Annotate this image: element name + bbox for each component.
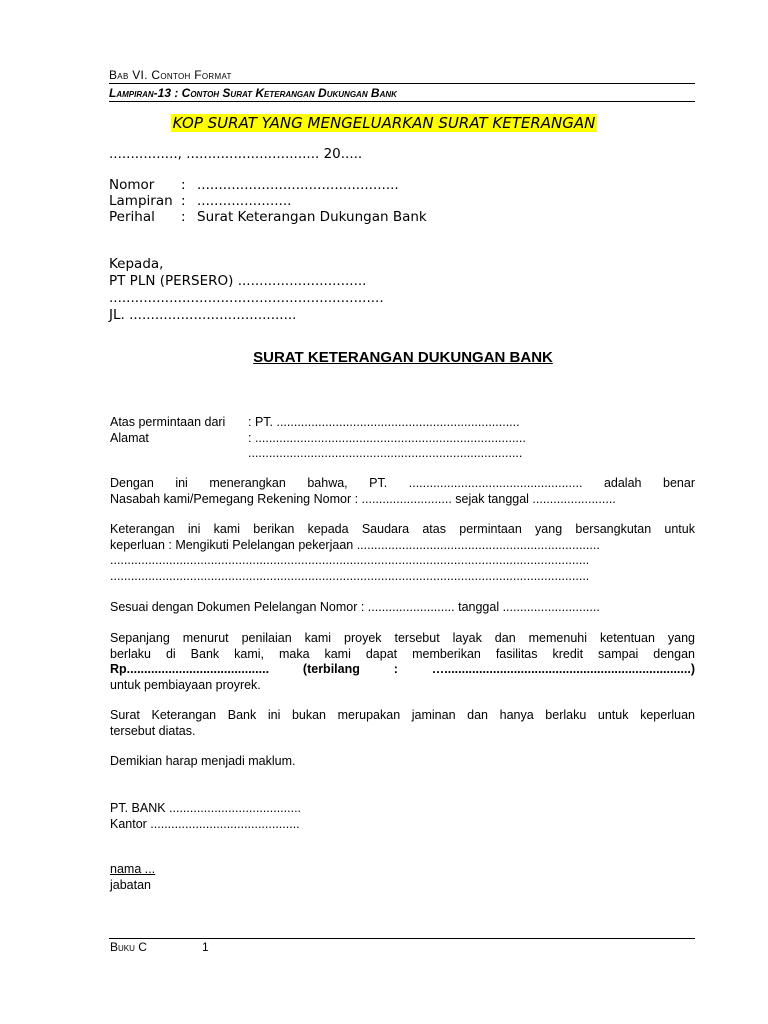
paragraph-customer: Dengan ini menerangkan bahwa, PT. .................................................. adalah benar Nasabah kami/Pemegang Rekening Nomor : .......................... sejak tanggal ........................: [110, 476, 695, 506]
paragraph-disclaimer: Surat Keterangan Bank ini bukan merupakan jaminan dan hanya berlaku untuk keperluan tersebut diatas.: [110, 708, 695, 738]
recipient-line: ................................................................: [109, 290, 384, 306]
applicant-block: Atas permintaan dari : PT. ...................................................................... Alamat : .............................................................................. ...............................................................................: [110, 415, 526, 460]
letterhead-placeholder: KOP SURAT YANG MENGELUARKAN SURAT KETERANGAN: [172, 114, 596, 132]
meta-perihal: Perihal : Surat Keterangan Dukungan Bank: [109, 209, 427, 225]
header-rule-2: [109, 101, 695, 102]
signatory-position: jabatan: [110, 877, 152, 892]
letter-title: SURAT KETERANGAN DUKUNGAN BANK: [253, 349, 553, 366]
bank-block: PT. BANK ...................................... Kantor ...........................................: [110, 801, 302, 831]
recipient-line: PT PLN (PERSERO) ..............................: [109, 273, 367, 289]
date-line: ................, ............................... 20.....: [109, 146, 363, 162]
signature-block: [110, 862, 695, 893]
appendix-title: Lampiran-13 : Contoh Surat Keterangan Dukungan Bank: [109, 86, 397, 100]
footer-rule: [109, 938, 695, 939]
recipient-block: [109, 256, 384, 324]
page-number: 1: [202, 940, 209, 954]
recipient-line: Kepada,: [109, 256, 164, 272]
closing-line: Demikian harap menjadi maklum.: [110, 754, 296, 768]
signatory-name: nama ...: [110, 862, 156, 876]
paragraph-purpose: Keterangan ini kami berikan kepada Saudara atas permintaan yang bersangkutan untuk keperluan : Mengikuti Pelelangan pekerjaan ...................................................................... .......................................................................................................................................... ..........................................................................................................................................: [110, 522, 695, 583]
paragraph-credit: Sepanjang menurut penilaian kami proyek tersebut layak dan memenuhi ketentuan yang berlaku di Bank kami, maka kami dapat memberikan fasilitas kredit sampai dengan Rp......................................... (terbilang : ….......................................................................) untuk pembiayaan proyrek.: [110, 631, 695, 692]
footer-book: Buku C: [110, 940, 147, 954]
meta-nomor: Nomor : ...............................................: [109, 177, 399, 193]
header-rule: [109, 83, 695, 84]
paragraph-tender-doc: Sesuai dengan Dokumen Pelelangan Nomor : ......................... tanggal ............................: [110, 600, 600, 614]
meta-lampiran: Lampiran : ......................: [109, 193, 292, 209]
recipient-line: JL. .......................................: [109, 307, 297, 323]
chapter-header: Bab VI. Contoh Format: [109, 68, 232, 82]
